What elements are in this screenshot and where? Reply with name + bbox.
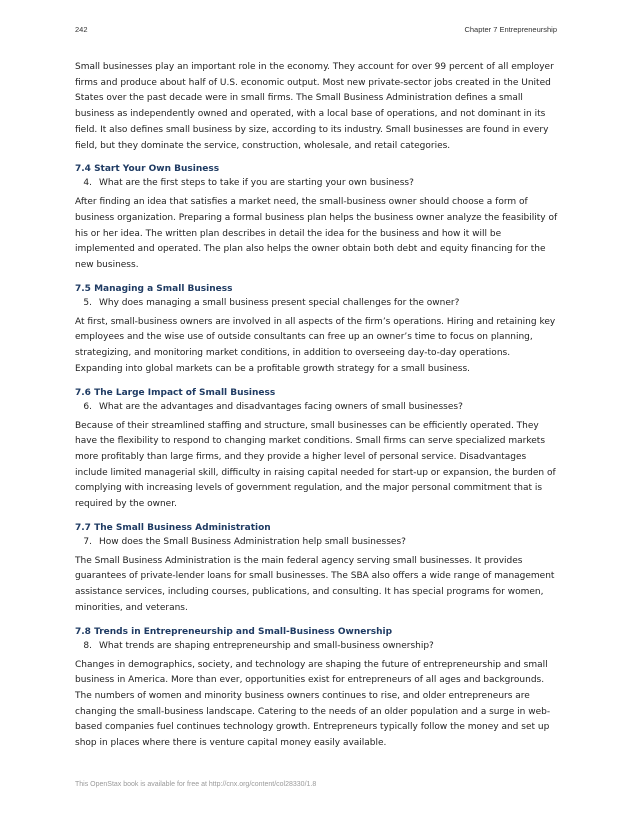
review-question	[75, 535, 558, 549]
answer-paragraph: The Small Business Administration is the main federal agency serving small businesses. It provides guarantees of private-lender loans for small businesses. The SBA also offers a wide range of management assistance services, including courses, publications, and consulting. It has special programs for women, minorities, and veterans.	[75, 555, 555, 613]
question-text: What are the advantages and disadvantages facing owners of small businesses?	[99, 401, 463, 412]
section-7-8	[75, 626, 558, 752]
answer-paragraph: Changes in demographics, society, and technology are shaping the future of entrepreneurship and small business in America. More than ever, opportunities exist for entrepreneurs of all ages and backgrounds. The numbers of women and minority business owners continues to rise, and older entrepreneurs are changing the small-business landscape. Catering to the needs of an older population and a surge in web-based companies fuel continues technology growth. Entrepreneurs typically follow the money and set up shop in places where there is venture capital money easily available.	[75, 659, 551, 749]
footer-attribution: This OpenStax book is available for free at http://cnx.org/content/col28330/1.8	[75, 781, 317, 788]
chapter-title: Chapter 7 Entrepreneurship	[464, 25, 557, 34]
question-number: 8.	[83, 640, 92, 651]
question-text: How does the Small Business Administration help small businesses?	[99, 536, 406, 547]
page-number: 242	[75, 25, 88, 34]
section-7-7	[75, 522, 558, 617]
review-question	[75, 400, 558, 414]
question-number: 5.	[83, 297, 92, 308]
section-heading: 7.8 Trends in Entrepreneurship and Small-Business Ownership	[75, 626, 393, 637]
section-7-5	[75, 283, 558, 378]
answer-paragraph: After finding an idea that satisfies a market need, the small-business owner should choose a form of business organization. Preparing a formal business plan helps the business owner analyze the feasibility of his or her idea. The written plan describes in detail the idea for the business and how it will be implemented and operated. The plan also helps the owner obtain both debt and equity financing for the new business.	[75, 197, 558, 271]
question-text: Why does managing a small business present special challenges for the owner?	[99, 297, 460, 308]
section-heading: 7.7 The Small Business Administration	[75, 522, 271, 533]
review-question	[75, 176, 558, 190]
answer-paragraph: Because of their streamlined staffing and structure, small businesses can be efficiently operated. They have the flexibility to respond to changing market conditions. Small firms can serve specialized markets more profitably than large firms, and they provide a higher level of personal service. Disadvantages include limited managerial skill, difficulty in raising capital needed for start-up or expansion, the burden of complying with increasing levels of government regulation, and the major personal commitment that is required by the owner.	[75, 420, 556, 510]
section-7-6	[75, 387, 558, 513]
review-question	[75, 296, 558, 310]
question-number: 6.	[83, 401, 92, 412]
section-heading: 7.6 The Large Impact of Small Business	[75, 387, 276, 398]
section-heading: 7.4 Start Your Own Business	[75, 164, 220, 175]
running-header	[75, 25, 557, 37]
intro-paragraph: Small businesses play an important role in the economy. They account for over 99 percent of all employer firms and produce about half of U.S. economic output. Most new private-sector jobs created in the United States over the past decade were in small firms. The Small Business Administration defines a small business as independently owned and operated, with a local base of operations, and not dominant in its field. It also defines small business by size, according to its industry. Small businesses are found in every field, but they dominate the service, construction, wholesale, and retail categories.	[75, 62, 554, 151]
question-text: What trends are shaping entrepreneurship and small-business ownership?	[99, 640, 434, 651]
review-question	[75, 639, 558, 653]
question-number: 4.	[83, 178, 92, 189]
section-7-4	[75, 163, 558, 274]
answer-paragraph: At first, small-business owners are involved in all aspects of the firm’s operations. Hiring and retaining key employees and the wise use of outside consultants can free up an owner’s time to focus on planning, strategizing, and monitoring market conditions, in addition to overseeing day-to-day operations. Expanding into global markets can be a profitable growth strategy for a small business.	[75, 316, 556, 374]
section-heading: 7.5 Managing a Small Business	[75, 283, 233, 294]
page-content	[75, 60, 558, 752]
question-number: 7.	[83, 536, 92, 547]
question-text: What are the first steps to take if you are starting your own business?	[99, 178, 414, 189]
